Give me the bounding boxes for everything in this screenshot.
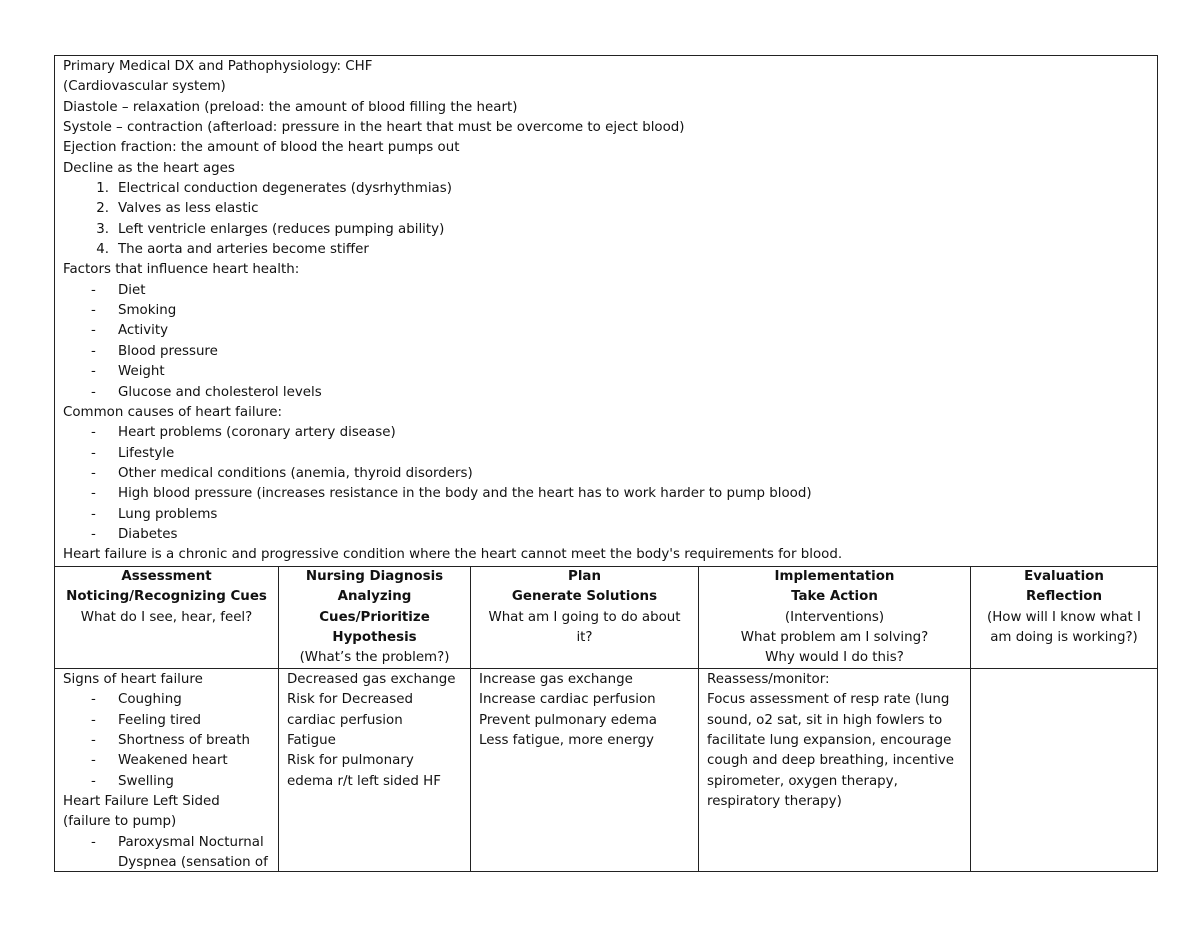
header-question: What problem am I solving? xyxy=(740,630,929,646)
implementation-line: sound, o2 sat, sit in high fowlers to xyxy=(707,712,943,728)
list-item-text: Feeling tired xyxy=(118,712,202,728)
aging-list-item xyxy=(63,220,1149,240)
sign-item xyxy=(63,690,270,710)
diastole-line: Diastole – relaxation (preload: the amount of blood filling the heart) xyxy=(63,99,518,115)
diagnosis-line: Fatigue xyxy=(287,733,336,749)
aging-list-item xyxy=(63,179,1149,199)
factor-item xyxy=(63,362,1149,382)
sign-item xyxy=(63,751,270,771)
header-title: Assessment xyxy=(121,569,212,584)
implementation-line: cough and deep breathing, incentive xyxy=(707,753,955,769)
cause-item xyxy=(63,464,1149,484)
header-question: What am I going to do about xyxy=(488,609,681,625)
assessment-cell xyxy=(55,669,278,873)
system-line: (Cardiovascular system) xyxy=(63,79,226,95)
plan-cell xyxy=(471,669,698,751)
list-item-text: Blood pressure xyxy=(118,343,218,359)
header-question: am doing is working?) xyxy=(990,630,1138,646)
header-question: (How will I know what I xyxy=(986,609,1141,625)
implementation-header xyxy=(699,567,970,669)
list-item-text: Left ventricle enlarges (reduces pumping ability) xyxy=(118,221,445,237)
implementation-line: facilitate lung expansion, encourage xyxy=(707,733,952,749)
list-item-text: Valves as less elastic xyxy=(118,201,259,217)
left-sided-heading: Heart Failure Left Sided xyxy=(63,794,220,810)
dash-bullet: - xyxy=(91,712,96,728)
list-item-text: Heart problems (coronary artery disease) xyxy=(118,425,396,441)
header-subtitle: Hypothesis xyxy=(332,630,417,646)
implementation-line: Focus assessment of resp rate (lung xyxy=(707,692,950,708)
dash-bullet: - xyxy=(91,773,96,789)
diagnosis-column xyxy=(279,567,471,871)
list-item-text: Weakened heart xyxy=(118,753,228,769)
dash-bullet: - xyxy=(91,282,96,298)
header-question: What do I see, hear, feel? xyxy=(80,609,253,625)
sign-item xyxy=(63,772,270,792)
cause-item xyxy=(63,444,1149,464)
list-item-text: Glucose and cholesterol levels xyxy=(118,384,322,400)
diagnosis-header xyxy=(279,567,470,669)
plan-line: Increase cardiac perfusion xyxy=(479,692,656,708)
list-item-text: The aorta and arteries become stiffer xyxy=(118,242,369,258)
evaluation-header xyxy=(971,567,1157,669)
cause-item xyxy=(63,423,1149,443)
list-item-text: Paroxysmal Nocturnal Dyspnea (sensation of xyxy=(118,834,268,871)
header-question: it? xyxy=(576,630,593,646)
dash-bullet: - xyxy=(91,834,96,850)
header-question: Why would I do this? xyxy=(765,650,904,666)
factors-heading: Factors that influence heart health: xyxy=(63,262,300,278)
diagnosis-cell xyxy=(279,669,470,792)
left-sided-item xyxy=(63,833,270,874)
factor-item xyxy=(63,342,1149,362)
factor-item xyxy=(63,321,1149,341)
cause-item xyxy=(63,505,1149,525)
list-item-text: Weight xyxy=(118,364,165,380)
plan-header xyxy=(471,567,698,669)
list-number: 2. xyxy=(96,201,109,217)
dash-bullet: - xyxy=(91,526,96,542)
list-item-text: Coughing xyxy=(118,692,182,708)
diagnosis-line: Risk for Decreased xyxy=(287,692,413,708)
diagnosis-line: edema r/t left sided HF xyxy=(287,773,441,789)
evaluation-column xyxy=(971,567,1157,871)
header-subtitle: Reflection xyxy=(1025,589,1103,605)
care-plan-page xyxy=(54,55,1158,872)
implementation-line: Reassess/monitor: xyxy=(707,672,830,687)
assessment-header xyxy=(55,567,278,669)
cause-item xyxy=(63,525,1149,545)
implementation-column xyxy=(699,567,971,871)
ejection-fraction-line: Ejection fraction: the amount of blood the heart pumps out xyxy=(63,140,460,156)
aging-heading: Decline as the heart ages xyxy=(63,160,235,176)
list-number: 3. xyxy=(96,221,109,237)
header-subtitle: Analyzing Cues/Prioritize xyxy=(319,589,430,625)
assessment-column xyxy=(55,567,279,871)
dash-bullet: - xyxy=(91,486,96,502)
plan-line: Less fatigue, more energy xyxy=(479,733,654,749)
dash-bullet: - xyxy=(91,323,96,339)
implementation-cell xyxy=(699,669,970,812)
header-title: Evaluation xyxy=(1024,569,1104,584)
list-item-text: Shortness of breath xyxy=(118,733,250,749)
dash-bullet: - xyxy=(91,364,96,380)
pathophysiology-section xyxy=(55,56,1157,566)
factor-item xyxy=(63,281,1149,301)
list-number: 1. xyxy=(96,181,109,197)
primary-dx-line: Primary Medical DX and Pathophysiology: CHF xyxy=(63,59,373,74)
dash-bullet: - xyxy=(91,343,96,359)
list-item-text: Swelling xyxy=(118,773,174,789)
diagnosis-line: Decreased gas exchange xyxy=(287,672,456,687)
causes-heading: Common causes of heart failure: xyxy=(63,404,282,420)
header-question: (Interventions) xyxy=(784,609,885,625)
header-subtitle: Take Action xyxy=(791,589,878,605)
dash-bullet: - xyxy=(91,425,96,441)
dash-bullet: - xyxy=(91,445,96,461)
diagnosis-line: cardiac perfusion xyxy=(287,712,403,728)
header-subtitle: Generate Solutions xyxy=(511,589,658,605)
header-subtitle: Noticing/Recognizing Cues xyxy=(66,589,267,605)
dash-bullet: - xyxy=(91,692,96,708)
list-item-text: Lifestyle xyxy=(118,445,175,461)
summary-line: Heart failure is a chronic and progressive condition where the heart cannot meet the body's requirements for blood. xyxy=(63,547,843,563)
list-item-text: Lung problems xyxy=(118,506,218,522)
signs-heading: Signs of heart failure xyxy=(63,672,203,687)
dash-bullet: - xyxy=(91,465,96,481)
implementation-line: respiratory therapy) xyxy=(707,794,842,810)
dash-bullet: - xyxy=(91,303,96,319)
care-plan-table xyxy=(55,566,1157,871)
header-title: Implementation xyxy=(774,569,895,584)
list-item-text: Electrical conduction degenerates (dysrhythmias) xyxy=(118,181,452,197)
implementation-line: spirometer, oxygen therapy, xyxy=(707,773,898,789)
list-item-text: Smoking xyxy=(118,303,177,319)
list-item-text: Diet xyxy=(118,282,146,298)
evaluation-cell xyxy=(971,669,1157,670)
dash-bullet: - xyxy=(91,753,96,769)
cause-item xyxy=(63,484,1149,504)
dash-bullet: - xyxy=(91,384,96,400)
list-item-text: High blood pressure (increases resistance in the body and the heart has to work harder to pump blood) xyxy=(118,486,812,502)
header-title: Plan xyxy=(568,569,601,584)
sign-item xyxy=(63,731,270,751)
diagnosis-line: Risk for pulmonary xyxy=(287,753,414,769)
aging-list-item xyxy=(63,240,1149,260)
list-item-text: Diabetes xyxy=(118,526,178,542)
sign-item xyxy=(63,711,270,731)
header-question: (What’s the problem?) xyxy=(299,650,450,666)
aging-list-item xyxy=(63,199,1149,219)
factor-item xyxy=(63,301,1149,321)
plan-column xyxy=(471,567,699,871)
plan-line: Increase gas exchange xyxy=(479,672,633,687)
plan-line: Prevent pulmonary edema xyxy=(479,712,657,728)
list-number: 4. xyxy=(96,242,109,258)
dash-bullet: - xyxy=(91,506,96,522)
list-item-text: Activity xyxy=(118,323,169,339)
dash-bullet: - xyxy=(91,733,96,749)
list-item-text: Other medical conditions (anemia, thyroid disorders) xyxy=(118,465,473,481)
left-sided-subheading: (failure to pump) xyxy=(63,814,177,830)
systole-line: Systole – contraction (afterload: pressure in the heart that must be overcome to eject blood) xyxy=(63,120,685,136)
factor-item xyxy=(63,383,1149,403)
header-title: Nursing Diagnosis xyxy=(305,569,444,584)
